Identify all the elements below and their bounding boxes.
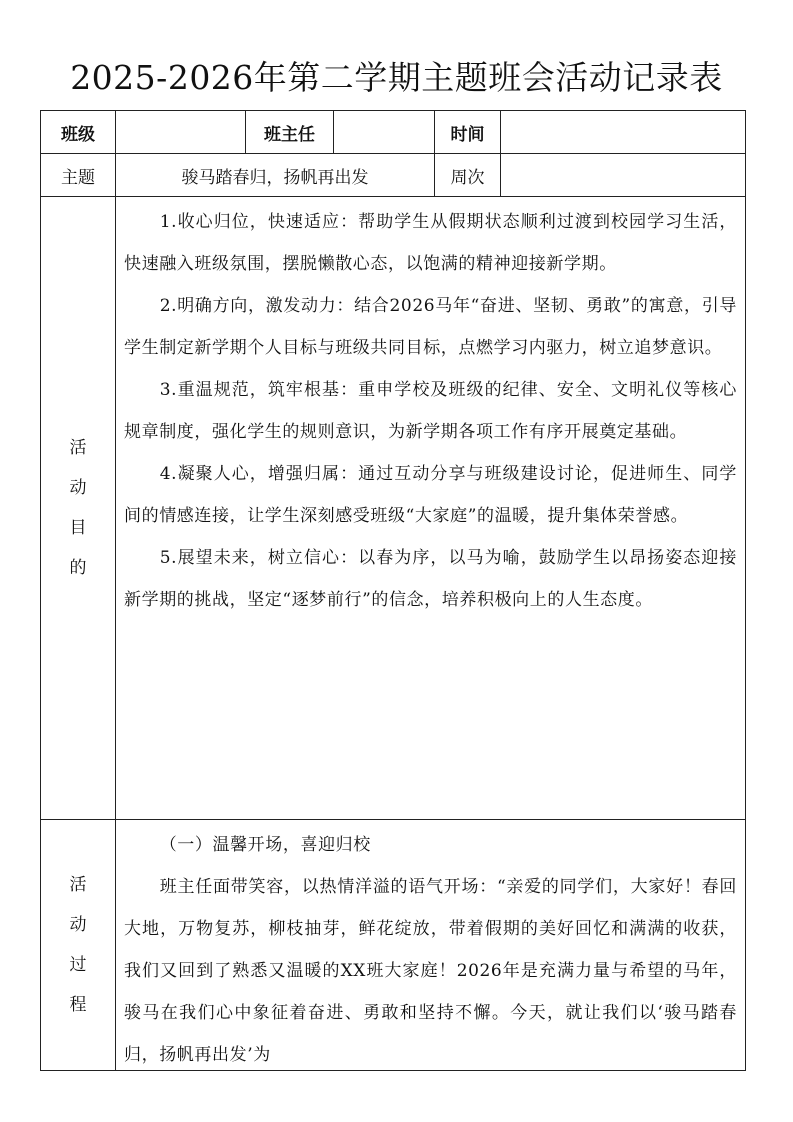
header-row-1 [41,111,746,154]
label-char: 的 [69,558,87,578]
process-paragraph: 班主任面带笑容，以热情洋溢的语气开场：“亲爱的同学们，大家好！春回大地，万物复苏，柳枝抽芽，鲜花绽放，带着假期的美好回忆和满满的收获，我们又回到了熟悉又温暖的XX班大家庭！2026年是充满力量与希望的马年，骏马在我们心中象征着奋进、勇敢和坚持不懈。今天，就让我们以‘骏马踏春归，扬帆再出发’为 [124,877,737,1064]
header-row-2 [41,154,746,197]
process-content [116,820,746,1071]
objectives-label [41,197,116,820]
record-table [40,110,746,1071]
class-label: 班级 [41,111,116,154]
objectives-row [41,197,746,820]
teacher-field[interactable] [334,111,435,154]
objective-paragraph: 5.展望未来，树立信心：以春为序，以马为喻，鼓励学生以昂扬姿态迎接新学期的挑战，坚定“逐梦前行”的信念，培养积极向上的人生态度。 [124,548,737,610]
objective-paragraph: 2.明确方向，激发动力：结合2026马年“奋进、坚韧、勇敢”的寓意，引导学生制定新学期个人目标与班级共同目标，点燃学习内驱力，树立追梦意识。 [124,296,737,358]
week-field[interactable] [501,154,746,197]
label-char: 动 [69,915,87,935]
objective-paragraph: 3.重温规范，筑牢根基：重申学校及班级的纪律、安全、文明礼仪等核心规章制度，强化学生的规则意识，为新学期各项工作有序开展奠定基础。 [124,380,737,442]
teacher-label: 班主任 [246,111,334,154]
label-char: 目 [69,518,87,538]
week-label: 周次 [435,154,501,197]
theme-value: 骏马踏春归，扬帆再出发 [116,154,435,197]
label-char: 活 [69,438,87,458]
label-char: 活 [69,875,87,895]
objective-paragraph: 4.凝聚人心，增强归属：通过互动分享与班级建设讨论，促进师生、同学间的情感连接，让学生深刻感受班级“大家庭”的温暖，提升集体荣誉感。 [124,464,737,526]
class-field[interactable] [116,111,246,154]
process-row [41,820,746,1071]
time-field[interactable] [501,111,746,154]
objective-paragraph: 1.收心归位，快速适应：帮助学生从假期状态顺利过渡到校园学习生活，快速融入班级氛围，摆脱懒散心态，以饱满的精神迎接新学期。 [124,212,737,274]
label-char: 动 [69,478,87,498]
label-char: 过 [69,955,87,975]
theme-label: 主题 [41,154,116,197]
time-label: 时间 [435,111,501,154]
document-title: 2025-2026年第二学期主题班会活动记录表 [70,58,723,97]
process-label [41,820,116,1071]
objectives-content [116,197,746,820]
label-char: 程 [69,995,87,1015]
process-section-title: （一）温馨开场，喜迎归校 [159,835,371,855]
